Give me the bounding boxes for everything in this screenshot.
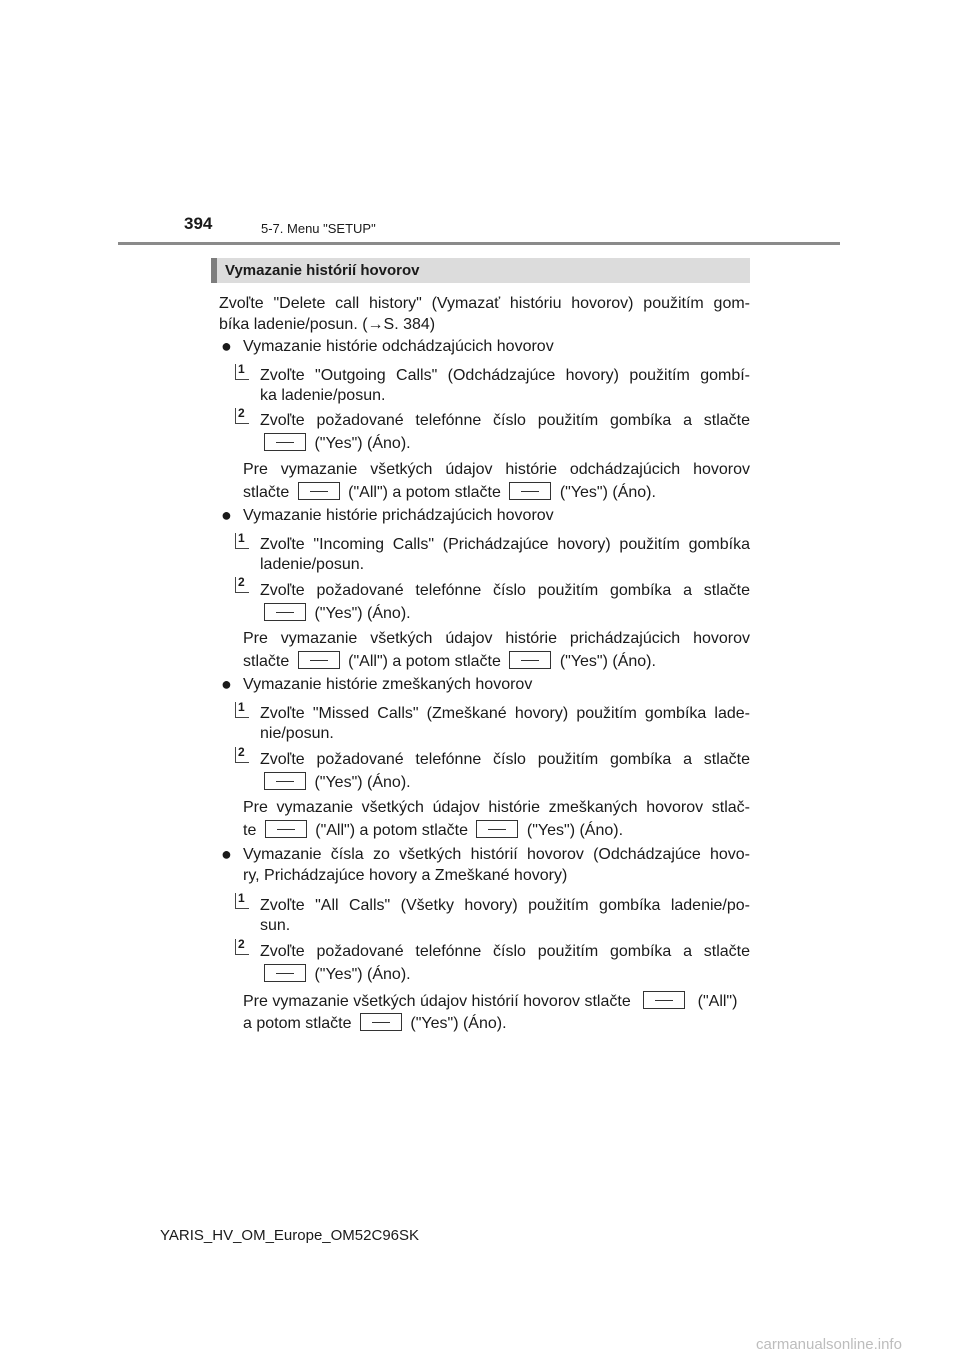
step-number-1: 1 xyxy=(235,364,249,380)
group1-step1-line1: Zvoľte "Outgoing Calls" (Odchádzajúce hovory) použitím gombí- xyxy=(260,367,750,384)
group2-step1-line2: ladenie/posun. xyxy=(260,556,365,573)
intro-line-1: Zvoľte "Delete call history" (Vymazať históriu hovorov) použitím gom- xyxy=(219,295,750,312)
group1-step2-line2 xyxy=(260,433,411,454)
group4-step2-text: ("Yes") (Áno). xyxy=(314,966,411,983)
group4-step1-line2: sun. xyxy=(260,917,291,934)
step-number-2: 2 xyxy=(235,939,249,955)
group2-note-line2 xyxy=(243,651,656,672)
note-text: ("All") xyxy=(697,993,738,1010)
page-number: 394 xyxy=(184,214,213,233)
group3-note-line1: Pre vymazanie všetkých údajov histórie zmeškaných hovorov stlač- xyxy=(243,799,750,816)
group3-note-line2 xyxy=(243,820,623,841)
group3-step2-line2 xyxy=(260,772,411,793)
button-icon xyxy=(264,964,306,982)
step-number-1: 1 xyxy=(235,702,249,718)
note-text: stlačte xyxy=(243,484,290,501)
group4-note-line2 xyxy=(243,1013,507,1034)
group2-step1-line1: Zvoľte "Incoming Calls" (Prichádzajúce hovory) použitím gombíka xyxy=(260,536,750,553)
button-icon xyxy=(298,651,340,669)
section-title: Vymazanie histórií hovorov xyxy=(225,262,420,279)
footer-document-code: YARIS_HV_OM_Europe_OM52C96SK xyxy=(160,1227,420,1244)
button-icon xyxy=(360,1013,402,1031)
group2-note-line1: Pre vymazanie všetkých údajov histórie prichádzajúcich hovorov xyxy=(243,630,750,647)
group2-step2-text: ("Yes") (Áno). xyxy=(314,605,411,622)
bullet-icon: ● xyxy=(221,505,232,525)
group4-step2-line1: Zvoľte požadované telefónne číslo použitím gombíka a stlačte xyxy=(260,943,750,960)
group4-step2-line2 xyxy=(260,964,411,985)
step-number-2: 2 xyxy=(235,747,249,763)
group2-step2-line2 xyxy=(260,603,411,624)
intro-line-2: bíka ladenie/posun. (→S. 384) xyxy=(219,316,436,333)
button-icon xyxy=(509,482,551,500)
button-icon xyxy=(476,820,518,838)
bullet-icon: ● xyxy=(221,844,232,864)
button-icon xyxy=(298,482,340,500)
button-icon xyxy=(509,651,551,669)
group4-title-line2: ry, Prichádzajúce hovory a Zmeškané hovory) xyxy=(243,867,568,884)
section-header: 5-7. Menu "SETUP" xyxy=(261,221,376,236)
header-rule xyxy=(118,242,840,245)
section-title-bar xyxy=(211,258,750,283)
note-text: te xyxy=(243,822,257,839)
bullet-icon: ● xyxy=(221,674,232,694)
group1-step2-line1: Zvoľte požadované telefónne číslo použitím gombíka a stlačte xyxy=(260,412,750,429)
note-text: ("Yes") (Áno). xyxy=(526,822,624,839)
note-text: Pre vymazanie všetkých údajov histórií hovorov stlačte xyxy=(243,993,631,1010)
step-number-1: 1 xyxy=(235,533,249,549)
step-number-2: 2 xyxy=(235,408,249,424)
group3-title: Vymazanie histórie zmeškaných hovorov xyxy=(243,676,533,693)
note-text: ("Yes") (Áno). xyxy=(559,653,656,670)
group1-step1-line2: ka ladenie/posun. xyxy=(260,387,386,404)
button-icon xyxy=(264,603,306,621)
button-icon xyxy=(265,820,307,838)
group3-step2-line1: Zvoľte požadované telefónne číslo použitím gombíka a stlačte xyxy=(260,751,750,768)
group1-note-line1: Pre vymazanie všetkých údajov histórie odchádzajúcich hovorov xyxy=(243,461,750,478)
group2-title: Vymazanie histórie prichádzajúcich hovorov xyxy=(243,507,554,524)
step-number-1: 1 xyxy=(235,893,249,909)
note-text: ("All") a potom stlačte xyxy=(348,653,501,670)
group3-step1-line1: Zvoľte "Missed Calls" (Zmeškané hovory) použitím gombíka lade- xyxy=(260,705,750,722)
button-icon xyxy=(264,772,306,790)
group4-title-line1: Vymazanie čísla zo všetkých histórií hovorov (Odchádzajúce hovo- xyxy=(243,846,750,863)
note-text: ("All") a potom stlačte xyxy=(315,822,468,839)
group1-step2-text: ("Yes") (Áno). xyxy=(314,435,411,452)
group1-note-line2 xyxy=(243,482,656,503)
group4-note-line1 xyxy=(243,991,737,1012)
section-title-accent xyxy=(211,258,217,283)
bullet-icon: ● xyxy=(221,336,232,356)
step-number-2: 2 xyxy=(235,577,249,593)
group1-title: Vymazanie histórie odchádzajúcich hovorov xyxy=(243,338,554,355)
group4-step1-line1: Zvoľte "All Calls" (Všetky hovory) použitím gombíka ladenie/po- xyxy=(260,897,750,914)
button-icon xyxy=(264,433,306,451)
group3-step2-text: ("Yes") (Áno). xyxy=(314,774,411,791)
group2-step2-line1: Zvoľte požadované telefónne číslo použitím gombíka a stlačte xyxy=(260,582,750,599)
group3-step1-line2: nie/posun. xyxy=(260,725,334,742)
note-text: stlačte xyxy=(243,653,290,670)
note-text: ("Yes") (Áno). xyxy=(559,484,656,501)
note-text: ("All") a potom stlačte xyxy=(348,484,501,501)
watermark: carmanualsonline.info xyxy=(756,1336,902,1353)
button-icon xyxy=(643,991,685,1009)
note-text: a potom stlačte xyxy=(243,1015,352,1032)
note-text: ("Yes") (Áno). xyxy=(410,1015,507,1032)
